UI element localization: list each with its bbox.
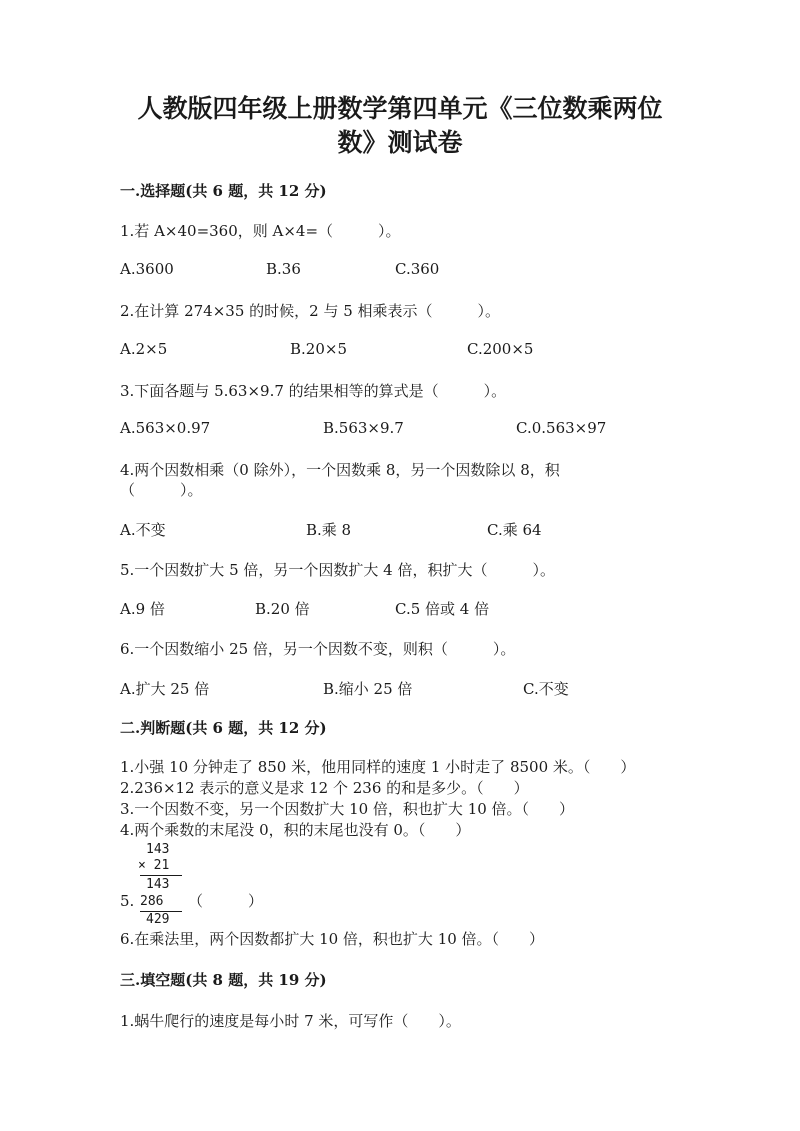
q5-option-c: C.5 倍或 4 倍 bbox=[395, 600, 490, 618]
q5-option-a: A.9 倍 bbox=[120, 600, 165, 618]
q1-option-c: C.360 bbox=[395, 260, 440, 278]
calc-row-2: × 21 bbox=[138, 858, 170, 873]
q1-option-a: A.3600 bbox=[120, 260, 174, 278]
question-4: 4.两个因数相乘（0 除外），一个因数乘 8，另一个因数除以 8，积 bbox=[120, 461, 560, 479]
title-line-1: 人教版四年级上册数学第四单元《三位数乘两位 bbox=[137, 94, 663, 123]
question-3: 3.下面各题与 5.63×9.7 的结果相等的算式是（ ）。 bbox=[120, 382, 507, 400]
q3-option-c: C.0.563×97 bbox=[516, 419, 607, 437]
q2-option-c: C.200×5 bbox=[467, 340, 534, 358]
judgement-item-3: 3.一个因数不变，另一个因数扩大 10 倍，积也扩大 10 倍。（ ） bbox=[120, 800, 575, 818]
judgement-item-6: 6.在乘法里，两个因数都扩大 10 倍，积也扩大 10 倍。（ ） bbox=[120, 930, 545, 948]
question-2: 2.在计算 274×35 的时候，2 与 5 相乘表示（ ）。 bbox=[120, 302, 501, 320]
fill-item-1: 1.蜗牛爬行的速度是每小时 7 米，可写作（ ）。 bbox=[120, 1012, 461, 1030]
calc-line-1 bbox=[140, 875, 182, 876]
q3-option-a: A.563×0.97 bbox=[120, 419, 211, 437]
q4-option-c: C.乘 64 bbox=[487, 521, 542, 539]
calc-row-4: 286 bbox=[140, 894, 164, 909]
q1-option-b: B.36 bbox=[266, 260, 301, 278]
question-6: 6.一个因数缩小 25 倍，另一个因数不变，则积（ ）。 bbox=[120, 640, 516, 658]
question-1: 1.若 A×40=360，则 A×4=（ ）。 bbox=[120, 222, 401, 240]
q2-option-a: A.2×5 bbox=[120, 340, 168, 358]
title-line-2: 数》测试卷 bbox=[337, 128, 463, 157]
question-5: 5.一个因数扩大 5 倍，另一个因数扩大 4 倍，积扩大（ ）。 bbox=[120, 561, 555, 579]
calc-row-1: 143 bbox=[146, 842, 170, 857]
judgement-item-4: 4.两个乘数的末尾没 0，积的末尾也没有 0。（ ） bbox=[120, 821, 471, 839]
q5-option-b: B.20 倍 bbox=[255, 600, 310, 618]
calc-row-3: 143 bbox=[146, 877, 170, 892]
section-heading-fill: 三.填空题(共 8 题，共 19 分) bbox=[120, 971, 327, 989]
section-heading-judgement: 二.判断题(共 6 题，共 12 分) bbox=[120, 719, 327, 737]
question-4-cont: （ ）。 bbox=[120, 481, 203, 499]
page-title bbox=[120, 92, 680, 160]
judgement-item-5-number: 5. bbox=[120, 892, 135, 910]
judgement-item-1: 1.小强 10 分钟走了 850 米，他用同样的速度 1 小时走了 8500 米。（ ） bbox=[120, 758, 636, 776]
q2-option-b: B.20×5 bbox=[290, 340, 347, 358]
q4-option-a: A.不变 bbox=[120, 521, 166, 539]
judgement-item-5-paren: （ ） bbox=[188, 892, 264, 910]
multiplication-calculation bbox=[138, 840, 208, 930]
calc-row-5: 429 bbox=[146, 912, 170, 927]
q3-option-b: B.563×9.7 bbox=[323, 419, 404, 437]
section-heading-choice: 一.选择题(共 6 题，共 12 分) bbox=[120, 182, 327, 200]
judgement-item-2: 2.236×12 表示的意义是求 12 个 236 的和是多少。（ ） bbox=[120, 779, 529, 797]
q6-option-b: B.缩小 25 倍 bbox=[323, 680, 413, 698]
q6-option-a: A.扩大 25 倍 bbox=[120, 680, 210, 698]
q6-option-c: C.不变 bbox=[523, 680, 569, 698]
q4-option-b: B.乘 8 bbox=[306, 521, 352, 539]
